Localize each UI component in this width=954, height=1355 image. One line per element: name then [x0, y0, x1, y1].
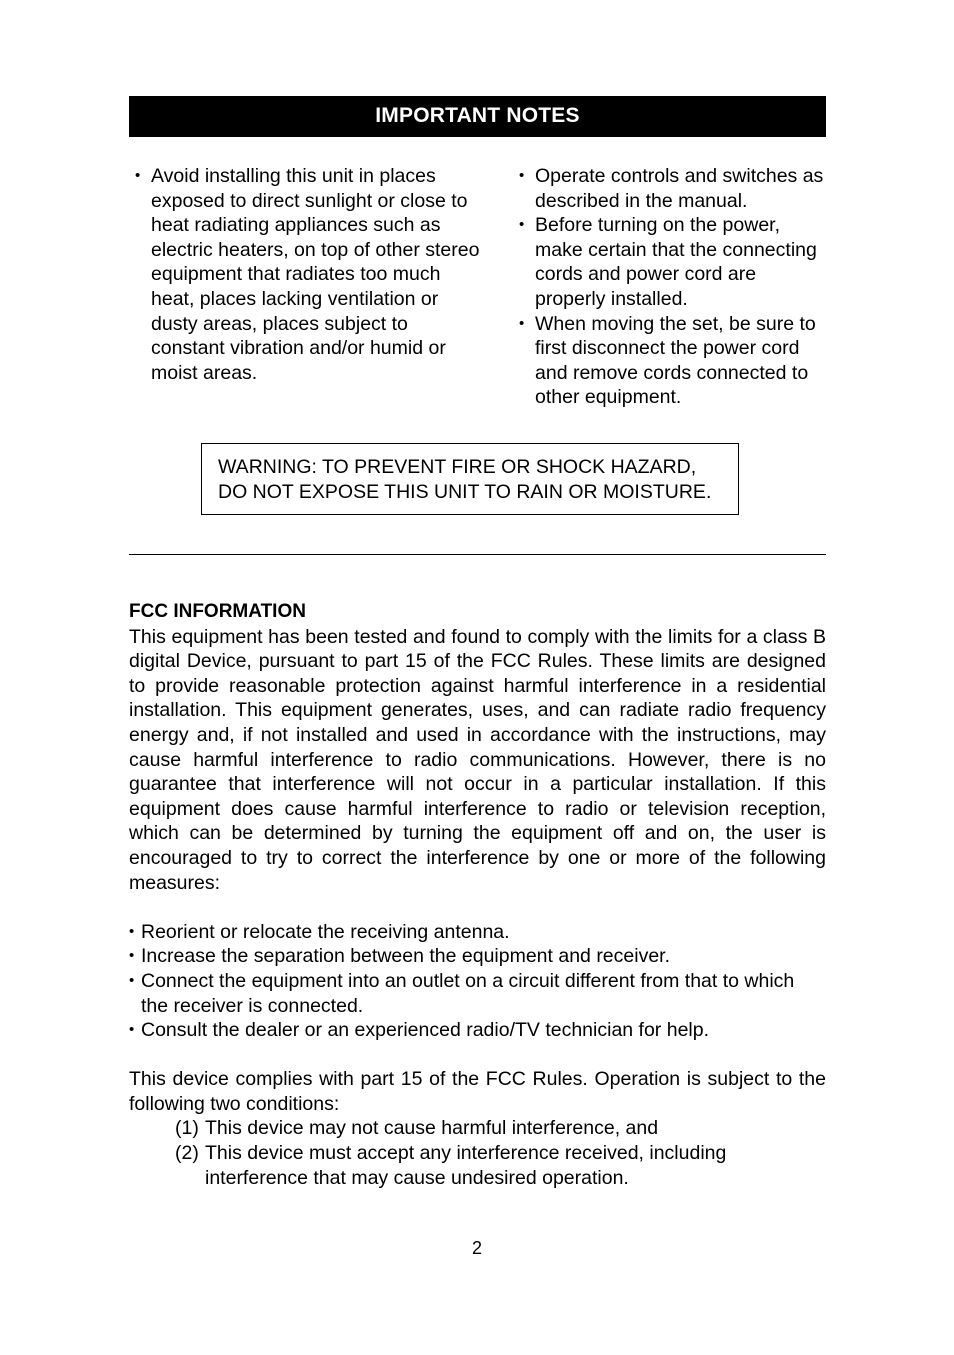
- page-number: 2: [471, 1238, 482, 1258]
- measure-text: Reorient or relocate the receiving antenna.: [141, 920, 510, 943]
- note-text: Avoid installing this unit in places exposed to direct sunlight or close to heat radiating appliances such as electric heaters, on top of other stereo equipment that radiates too much heat, places lacking ventilation or dusty areas, places subject to constant vibration and/or humid or moist areas.: [151, 165, 480, 384]
- fcc-compliance-statement: This device complies with part 15 of the FCC Rules. Operation is subject to the following two conditions:: [129, 1068, 826, 1115]
- notes-right-column: [519, 164, 829, 410]
- list-item: [129, 1018, 826, 1043]
- bullet-icon: •: [129, 1021, 135, 1039]
- section-divider: [129, 554, 826, 555]
- notes-left-column: [135, 164, 480, 385]
- fcc-paragraph: This equipment has been tested and found to comply with the limits for a class B digital Device, pursuant to part 15 of the FCC Rules. These limits are designed to provide reasonable protection against harmful interference in a residential installation. This equipment generates, uses, and can radiate radio frequency energy and, if not installed and used in accordance with the instructions, may cause harmful interference to radio communications. However, there is no guarantee that interference will not occur in a particular installation. If this equipment does cause harmful interference to radio or television reception, which can be determined by turning the equipment off and on, the user is encouraged to try to correct the interference by one or more of the following measures:: [129, 625, 826, 894]
- warning-line: WARNING: TO PREVENT FIRE OR SHOCK HAZARD,: [218, 456, 697, 478]
- bullet-icon: •: [519, 167, 525, 184]
- warning-line: DO NOT EXPOSE THIS UNIT TO RAIN OR MOISTURE.: [218, 480, 712, 503]
- section-header: [129, 96, 826, 137]
- note-text: When moving the set, be sure to first disconnect the power cord and remove cords connected to other equipment.: [535, 312, 816, 409]
- list-item: [175, 1141, 826, 1190]
- list-item: [129, 944, 826, 969]
- condition-number: (2): [175, 1142, 199, 1165]
- measure-text: Increase the separation between the equipment and receiver.: [141, 945, 671, 968]
- measure-text: Connect the equipment into an outlet on a circuit different from that to which the receiver is connected.: [141, 969, 795, 1017]
- condition-text: This device may not cause harmful interference, and: [205, 1117, 659, 1140]
- fcc-section: [129, 600, 826, 1190]
- list-item: [129, 920, 826, 945]
- fcc-conditions-list: [129, 1116, 826, 1190]
- list-item: [129, 969, 826, 1018]
- warning-box: [201, 443, 739, 515]
- note-text: Operate controls and switches as described in the manual.: [535, 165, 824, 212]
- bullet-icon: •: [135, 167, 141, 184]
- note-text: Before turning on the power, make certain that the connecting cords and power cord are properly installed.: [535, 214, 817, 310]
- bullet-icon: •: [519, 216, 525, 234]
- bullet-icon: •: [129, 922, 135, 940]
- measure-text: Consult the dealer or an experienced radio/TV technician for help.: [141, 1019, 710, 1042]
- list-item: [519, 164, 829, 213]
- list-item: [135, 164, 480, 385]
- list-item: [519, 213, 829, 311]
- bullet-icon: •: [129, 947, 135, 965]
- section-title: IMPORTANT NOTES: [375, 104, 580, 128]
- fcc-measures-list: [129, 920, 826, 1043]
- bullet-icon: •: [129, 971, 135, 989]
- list-item: [519, 312, 829, 410]
- list-item: [175, 1116, 826, 1141]
- bullet-icon: •: [519, 314, 525, 332]
- condition-text: This device must accept any interference received, including interference that may cause undesired operation.: [205, 1142, 727, 1189]
- condition-number: (1): [175, 1117, 199, 1140]
- fcc-title: FCC INFORMATION: [129, 601, 306, 622]
